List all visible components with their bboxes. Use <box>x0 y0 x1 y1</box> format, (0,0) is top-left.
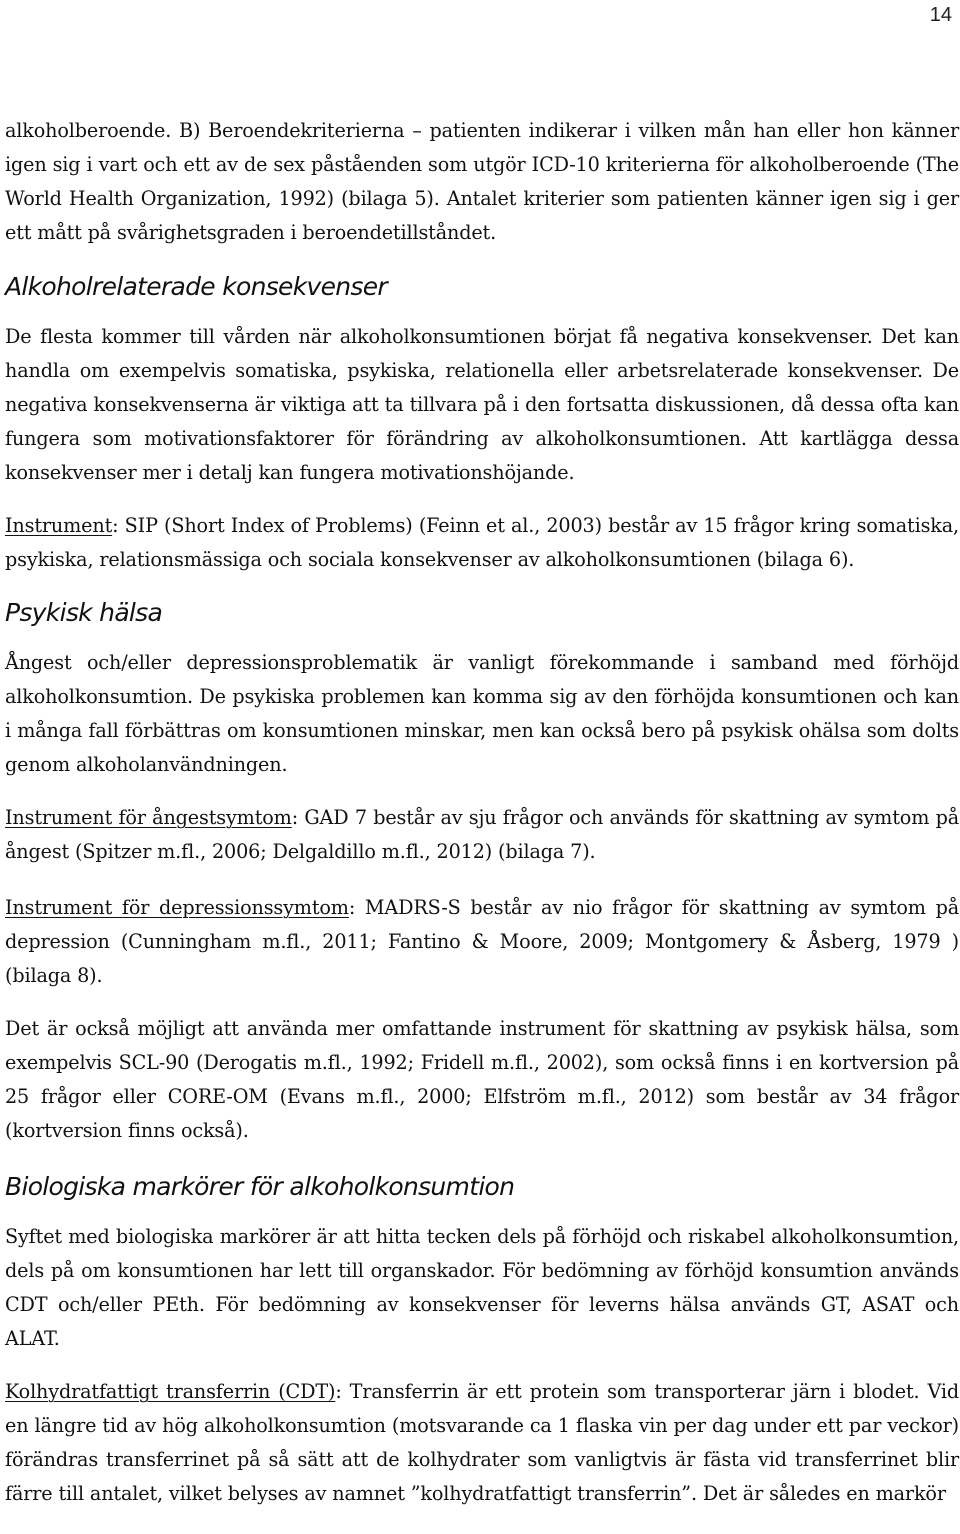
cdt-label: Kolhydratfattigt transferrin (CDT) <box>5 1380 336 1403</box>
paragraph-psykisk-halsa: Ångest och/eller depressionsproblematik är vanligt förekommande i samband med förhöjd alkoholkonsumtion. De psykiska problemen kan komma sig av den förhöjda konsumtionen och kan i många fall förbättras om konsumtionen minskar, men kan också bero på psykisk ohälsa som dolts genom alkoholanvändningen. <box>5 651 959 776</box>
instrument-label: Instrument <box>5 514 113 537</box>
paragraph-instrument-sip <box>5 509 959 577</box>
paragraph-instrument-angest <box>5 801 959 869</box>
heading-psykisk-halsa: Psykisk hälsa <box>5 598 163 627</box>
document-body <box>5 114 959 1530</box>
paragraph-cdt <box>5 1375 959 1511</box>
paragraph-biologiska-markorer: Syftet med biologiska markörer är att hitta tecken dels på förhöjd och riskabel alkoholkonsumtion, dels på om konsumtionen har lett till organskador. För bedömning av förhöjd konsumtion används CDT och/eller PEth. För bedömning av konsekvenser för leverns hälsa används GT, ASAT och ALAT. <box>5 1225 959 1350</box>
instrument-depression-label: Instrument för depressionssymtom <box>5 896 349 919</box>
heading-biologiska-markorer: Biologiska markörer för alkoholkonsumtion <box>5 1172 515 1201</box>
cdt-text: : Transferrin är ett protein som transporterar järn i blodet. Vid en längre tid av hög alkoholkonsumtion (motsvarande ca 1 flaska vin per dag under ett par veckor) förändras transferrinet på så sätt att de kolhydrater som vanligtvis är fästa vid transferrinet blir färre till antalet, vilket belyses av namnet ”kolhydratfattigt transferrin”. Det är således en markör <box>5 1380 959 1505</box>
instrument-depression-text: : MADRS-S består av nio frågor för skattning av symtom på depression (Cunningham m.fl., 2011; Fantino & Moore, 2009; Montgomery & Åsberg, 1979 ) (bilaga 8). <box>5 896 960 987</box>
heading-alkoholrelaterade-konsekvenser: Alkoholrelaterade konsekvenser <box>5 272 388 301</box>
paragraph-konsekvenser: De flesta kommer till vården när alkoholkonsumtionen börjat få negativa konsekvenser. Det kan handla om exempelvis somatiska, psykiska, relationella eller arbetsrelaterade konsekvenser. De negativa konsekvenserna är viktiga att ta tillvara på i den fortsatta diskussionen, då dessa ofta kan fungera som motivationsfaktorer för förändring av alkoholkonsumtionen. Att kartlägga dessa konsekvenser mer i detalj kan fungera motivationshöjande. <box>5 325 959 484</box>
instrument-angest-text: : GAD 7 består av sju frågor och används för skattning av symtom på ångest (Spitzer m.fl., 2006; Delgaldillo m.fl., 2012) (bilaga 7). <box>5 806 959 863</box>
paragraph-instrument-depression <box>5 891 959 993</box>
page-number: 14 <box>929 4 952 26</box>
paragraph-beroendekriterier: alkoholberoende. B) Beroendekriterierna – patienten indikerar i vilken mån han eller hon känner igen sig i vart och ett av de sex påståenden som utgör ICD-10 kriterierna för alkoholberoende (The World Health Organization, 1992) (bilaga 5). Antalet kriterier som patienten känner igen sig i ger ett mått på svårighetsgraden i beroendetillståndet. <box>5 119 959 244</box>
paragraph-omfattande-instrument: Det är också möjligt att använda mer omfattande instrument för skattning av psykisk hälsa, som exempelvis SCL-90 (Derogatis m.fl., 1992; Fridell m.fl., 2002), som också finns i en kortversion på 25 frågor eller CORE-OM (Evans m.fl., 2000; Elfström m.fl., 2012) som består av 34 frågor (kortversion finns också). <box>5 1017 959 1142</box>
instrument-text: : SIP (Short Index of Problems) (Feinn et al., 2003) består av 15 frågor kring somatiska, psykiska, relationsmässiga och sociala konsekvenser av alkoholkonsumtionen (bilaga 6). <box>5 514 959 571</box>
instrument-angest-label: Instrument för ångestsymtom <box>5 806 292 829</box>
